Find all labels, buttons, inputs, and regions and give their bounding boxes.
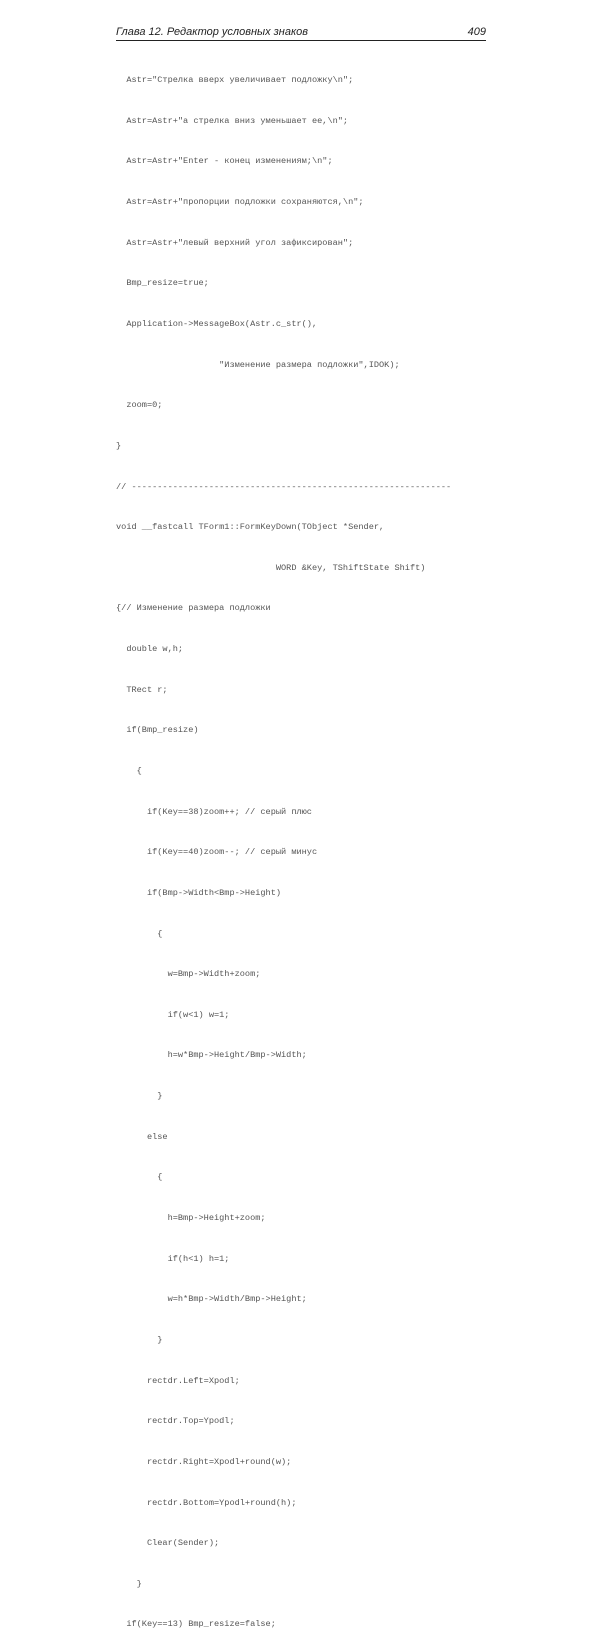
page-number: 409 (467, 26, 486, 38)
code-line: if(Bmp->Width<Bmp->Height) (116, 887, 282, 898)
code-line: if(Key==13) Bmp_resize=false; (116, 1619, 276, 1630)
code-line: void __fastcall TForm1::FormKeyDown(TObject *Sender, (116, 522, 385, 533)
code-line: {// Изменение размера подложки (116, 603, 271, 614)
code-line: if(w<1) w=1; (116, 1009, 230, 1020)
code-line: if(Key==40)zoom--; // серый минус (116, 847, 318, 858)
code-line: double w,h; (116, 644, 184, 655)
code-line: h=w*Bmp->Height/Bmp->Width; (116, 1050, 307, 1061)
code-line: Bmp_resize=true; (116, 278, 209, 289)
code-listing (116, 47, 496, 1646)
code-line: WORD &Key, TShiftState Shift) (116, 562, 426, 573)
code-line: rectdr.Right=Xpodl+round(w); (116, 1456, 292, 1467)
code-line: rectdr.Bottom=Ypodl+round(h); (116, 1497, 297, 1508)
code-line: Clear(Sender); (116, 1538, 220, 1549)
code-line: { (116, 765, 142, 776)
code-line: Astr=Astr+"левый верхний угол зафиксирован"; (116, 237, 354, 248)
code-line: h=Bmp->Height+zoom; (116, 1213, 266, 1224)
code-line: Astr=Astr+"пропорции подложки сохраняются,\n"; (116, 197, 364, 208)
code-line: { (116, 928, 163, 939)
code-line: if(Key==38)zoom++; // серый плюс (116, 806, 312, 817)
chapter-title: Глава 12. Редактор условных знаков (116, 26, 309, 38)
page-header (116, 26, 486, 41)
code-line: Astr="Стрелка вверх увеличивает подложку\n"; (116, 75, 354, 86)
code-line: w=h*Bmp->Width/Bmp->Height; (116, 1294, 307, 1305)
code-line: // -------------------------------------------------------------- (116, 481, 452, 492)
code-line: } (116, 440, 122, 451)
code-line: "Изменение размера подложки",IDOK); (116, 359, 400, 370)
code-line: Application->MessageBox(Astr.c_str(), (116, 318, 318, 329)
code-line: } (116, 1334, 163, 1345)
code-line: } (116, 1578, 142, 1589)
code-line: rectdr.Left=Xpodl; (116, 1375, 240, 1386)
code-line: rectdr.Top=Ypodl; (116, 1416, 235, 1427)
code-line: zoom=0; (116, 400, 163, 411)
code-line: Astr=Astr+"а стрелка вниз уменьшает ее,\n"; (116, 115, 349, 126)
code-line: { (116, 1172, 163, 1183)
code-line: w=Bmp->Width+zoom; (116, 969, 261, 980)
code-line: if(Bmp_resize) (116, 725, 199, 736)
code-line: } (116, 1091, 163, 1102)
code-line: Astr=Astr+"Enter - конец изменениям;\n"; (116, 156, 333, 167)
code-line: if(h<1) h=1; (116, 1253, 230, 1264)
code-line: else (116, 1131, 168, 1142)
code-line: TRect r; (116, 684, 168, 695)
